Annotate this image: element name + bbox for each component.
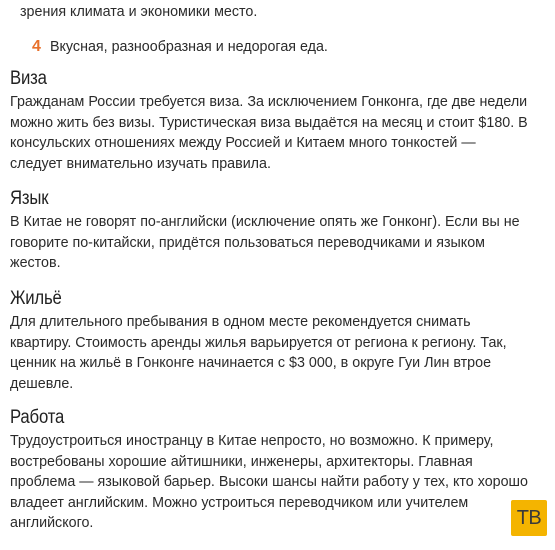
section-visa [10,68,545,174]
section-heading: Работа [10,407,65,428]
section-heading: Язык [10,188,49,209]
section-heading: Жильё [10,288,62,309]
list-item-text: зрения климата и экономики место. [20,4,258,20]
section-language [10,188,545,274]
list-item-text: Вкусная, разнообразная и недорогая еда. [49,39,328,55]
section-housing [10,288,545,394]
section-paragraph: Для длительного пребывания в одном месте рекомендуется снимать квартиру. Стоимость аренды жилья варьируется от региона к региону. Так, ценник на жильё в Гонконге начинается с $3 000, в округе Гуи Лин втрое дешевле. [10,314,507,392]
list-item-continued [20,2,535,22]
section-paragraph: В Китае не говорят по-английски (исключение опять же Гонконг). Если вы не говорите по-китайски, придётся пользоваться переводчиками и языком жестов. [10,214,520,271]
list-item-number: 4 [32,38,41,55]
section-heading: Виза [10,68,47,89]
watermark-logo-text: ТВ [516,506,542,529]
section-paragraph: Трудоустроиться иностранцу в Китае непросто, но возможно. К примеру, востребованы хорошие айтишники, инженеры, архитекторы. Главная проблема — языковой барьер. Высоки шансы найти работу у тех, кто хорошо владеет английским. Можно устроиться переводчиком или учителем английского. [10,433,528,531]
section-work [10,407,545,534]
watermark-logo [511,500,547,536]
list-item-4 [10,37,535,57]
section-paragraph: Гражданам России требуется виза. За исключением Гонконга, где две недели можно жить без визы. Туристическая виза выдаётся на месяц и стоит $180. В консульских отношениях между Россией и Китаем много тонкостей — следует внимательно изучать правила. [10,94,528,172]
